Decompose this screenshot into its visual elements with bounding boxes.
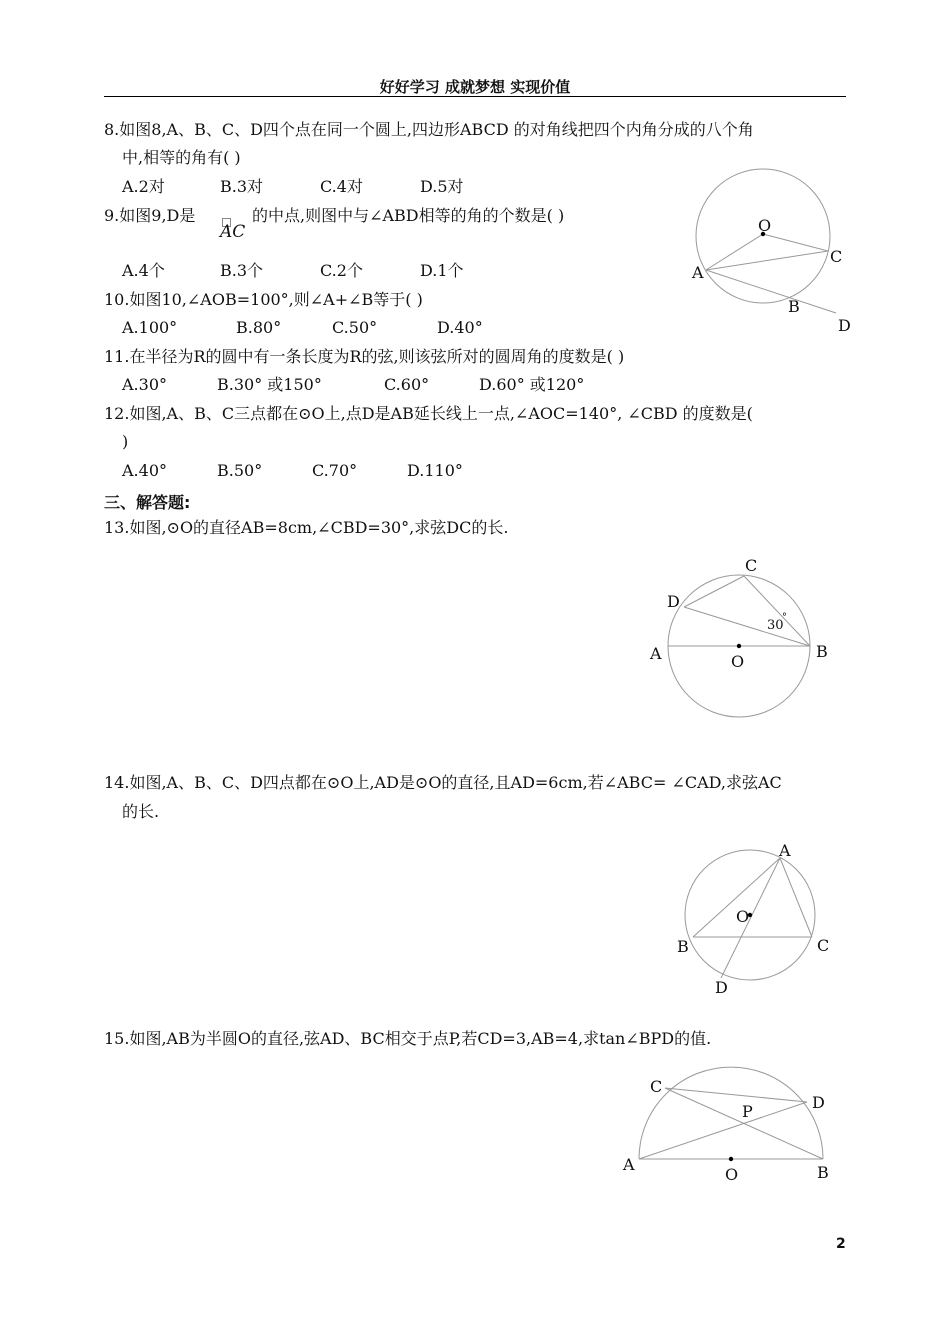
q15-stem: 15.如图,AB为半圆O的直径,弦AD、BC相交于点P,若CD=3,AB=4,求tan∠BPD的值. — [104, 1029, 712, 1048]
label-o: O — [736, 907, 750, 926]
label-p: P — [742, 1102, 753, 1121]
center-dot — [729, 1157, 733, 1161]
label-c: C — [745, 556, 758, 575]
chord-bc — [665, 1088, 823, 1159]
label-b: B — [677, 937, 689, 956]
angle-label: 30 — [767, 618, 784, 633]
label-o: O — [725, 1165, 739, 1184]
q8-stem-line1: 8.如图8,A、B、C、D四个点在同一个圆上,四边形ABCD 的对角线把四个内角分成的八个角 — [104, 120, 754, 139]
label-d: D — [812, 1093, 825, 1112]
q11-stem: 11.在半径为R的圆中有一条长度为R的弦,则该弦所对的圆周角的度数是( ) — [104, 347, 625, 366]
chord-cd — [665, 1088, 807, 1102]
q8-option-c: C.4对 — [320, 177, 363, 196]
q10-option-d: D.40° — [437, 318, 483, 337]
label-b: B — [788, 297, 800, 316]
q10-stem: 10.如图10,∠AOB=100°,则∠A+∠B等于( ) — [104, 290, 423, 309]
degree-mark: ° — [782, 612, 787, 623]
label-o: O — [731, 652, 745, 671]
q9-stem-part2: 的中点,则图中与∠ABD相等的角的个数是( ) — [252, 206, 565, 225]
q9-option-a: A.4个 — [122, 261, 165, 280]
q8-option-d: D.5对 — [420, 177, 464, 196]
label-a: A — [623, 1155, 635, 1174]
q11-option-a: A.30° — [122, 375, 167, 394]
label-d: D — [715, 978, 728, 997]
q14-stem-line2: 的长. — [122, 802, 160, 821]
q12-stem-line1: 12.如图,A、B、C三点都在⊙O上,点D是AB延长线上一点,∠AOC=140°, ∠CBD 的度数是( — [104, 404, 753, 423]
label-b: B — [816, 642, 828, 661]
q9-option-c: C.2个 — [320, 261, 363, 280]
section-heading: 三、解答题: — [104, 493, 191, 512]
q8-option-a: A.2对 — [122, 177, 165, 196]
label-c: C — [830, 247, 843, 266]
q12-option-d: D.110° — [407, 461, 463, 480]
label-d: D — [667, 592, 680, 611]
q12-option-c: C.70° — [312, 461, 358, 480]
q14-stem-line1: 14.如图,A、B、C、D四点都在⊙O上,AD是⊙O的直径,且AD=6cm,若∠ABC= ∠CAD,求弦AC — [104, 773, 782, 792]
label-c: C — [817, 936, 830, 955]
label-d: D — [838, 316, 851, 335]
q13-stem: 13.如图,⊙O的直径AB=8cm,∠CBD=30°,求弦DC的长. — [104, 518, 509, 537]
label-a: A — [779, 841, 791, 860]
semicircle-o — [639, 1067, 823, 1159]
label-c: C — [650, 1077, 663, 1096]
label-o: O — [758, 216, 772, 235]
label-a: A — [692, 263, 704, 282]
q9-stem-part1: 9.如图9,D是 — [104, 206, 196, 225]
q10-option-b: B.80° — [236, 318, 282, 337]
q12-option-a: A.40° — [122, 461, 167, 480]
label-b: B — [817, 1163, 829, 1182]
q10-option-c: C.50° — [332, 318, 378, 337]
chord-ad — [639, 1102, 807, 1159]
page-header: 好好学习 成就梦想 实现价值 — [379, 78, 571, 96]
q9-option-b: B.3个 — [220, 261, 264, 280]
label-a: A — [650, 644, 662, 663]
arc-label: AC — [220, 222, 246, 242]
q8-option-b: B.3对 — [220, 177, 264, 196]
q12-stem-line2: ) — [122, 432, 129, 451]
q8-stem-line2: 中,相等的角有( ) — [122, 148, 241, 167]
q11-option-c: C.60° — [384, 375, 430, 394]
q10-option-a: A.100° — [122, 318, 178, 337]
q9-option-d: D.1个 — [420, 261, 464, 280]
q12-option-b: B.50° — [217, 461, 263, 480]
q11-option-b: B.30° 或150° — [217, 375, 322, 394]
q11-option-d: D.60° 或120° — [479, 375, 585, 394]
page-number: 2 — [836, 1236, 846, 1252]
